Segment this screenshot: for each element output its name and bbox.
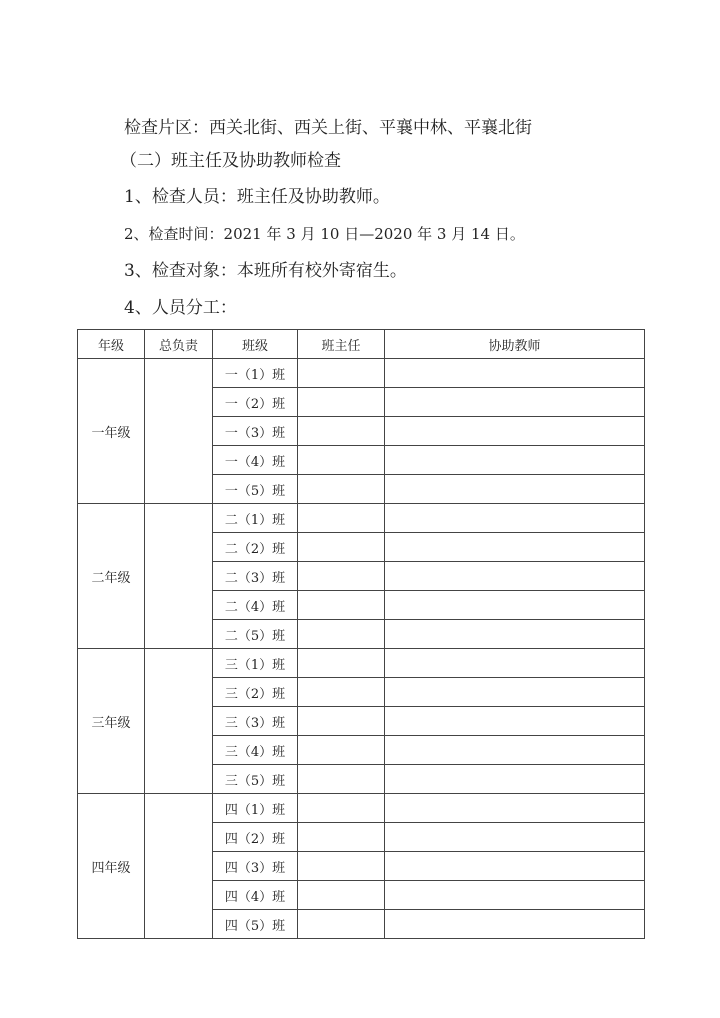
class-cell: 四（3）班	[213, 852, 298, 881]
table-header-row	[78, 330, 645, 359]
assistant-teacher-cell	[385, 765, 645, 794]
head-teacher-cell	[298, 823, 385, 852]
class-cell: 二（4）班	[213, 591, 298, 620]
inspectors-line: 1、检查人员：班主任及协助教师。	[124, 187, 390, 207]
class-cell: 三（2）班	[213, 678, 298, 707]
table-row	[78, 794, 645, 823]
head-teacher-cell	[298, 562, 385, 591]
table-row	[78, 649, 645, 678]
assistant-teacher-cell	[385, 678, 645, 707]
header-overall-lead: 总负责	[145, 330, 213, 359]
class-cell: 四（2）班	[213, 823, 298, 852]
assistant-teacher-cell	[385, 533, 645, 562]
class-cell: 二（1）班	[213, 504, 298, 533]
head-teacher-cell	[298, 707, 385, 736]
assistant-teacher-cell	[385, 620, 645, 649]
class-cell: 三（3）班	[213, 707, 298, 736]
class-cell: 一（1）班	[213, 359, 298, 388]
grade-cell: 二年级	[78, 504, 145, 649]
class-cell: 一（3）班	[213, 417, 298, 446]
inspection-target-line: 3、检查对象：本班所有校外寄宿生。	[124, 261, 407, 281]
head-teacher-cell	[298, 417, 385, 446]
head-teacher-cell	[298, 620, 385, 649]
assistant-teacher-cell	[385, 852, 645, 881]
table-row	[78, 359, 645, 388]
head-teacher-cell	[298, 794, 385, 823]
section-title: （二）班主任及协助教师检查	[120, 151, 341, 171]
overall-lead-cell	[145, 794, 213, 939]
assistant-teacher-cell	[385, 881, 645, 910]
head-teacher-cell	[298, 881, 385, 910]
class-cell: 四（4）班	[213, 881, 298, 910]
assistant-teacher-cell	[385, 794, 645, 823]
grade-cell: 四年级	[78, 794, 145, 939]
inspection-time-line: 2、检查时间：2021 年 3 月 10 日—2020 年 3 月 14 日。	[124, 225, 525, 243]
header-assistant-teacher: 协助教师	[385, 330, 645, 359]
assistant-teacher-cell	[385, 649, 645, 678]
staff-assignment-table	[77, 329, 645, 939]
class-cell: 二（2）班	[213, 533, 298, 562]
head-teacher-cell	[298, 359, 385, 388]
grade-cell: 三年级	[78, 649, 145, 794]
assistant-teacher-cell	[385, 823, 645, 852]
class-cell: 二（3）班	[213, 562, 298, 591]
head-teacher-cell	[298, 504, 385, 533]
head-teacher-cell	[298, 446, 385, 475]
table-body	[78, 359, 645, 939]
assistant-teacher-cell	[385, 388, 645, 417]
table-row	[78, 504, 645, 533]
assistant-teacher-cell	[385, 562, 645, 591]
head-teacher-cell	[298, 852, 385, 881]
assistant-teacher-cell	[385, 736, 645, 765]
head-teacher-cell	[298, 649, 385, 678]
class-cell: 四（1）班	[213, 794, 298, 823]
header-grade: 年级	[78, 330, 145, 359]
assistant-teacher-cell	[385, 359, 645, 388]
head-teacher-cell	[298, 910, 385, 939]
class-cell: 一（4）班	[213, 446, 298, 475]
overall-lead-cell	[145, 359, 213, 504]
head-teacher-cell	[298, 591, 385, 620]
staff-division-line: 4、人员分工：	[124, 298, 237, 318]
header-class: 班级	[213, 330, 298, 359]
head-teacher-cell	[298, 736, 385, 765]
class-cell: 三（1）班	[213, 649, 298, 678]
inspection-area-line: 检查片区：西关北街、西关上街、平襄中林、平襄北街	[124, 118, 532, 138]
assistant-teacher-cell	[385, 446, 645, 475]
class-cell: 三（5）班	[213, 765, 298, 794]
head-teacher-cell	[298, 533, 385, 562]
header-head-teacher: 班主任	[298, 330, 385, 359]
assistant-teacher-cell	[385, 910, 645, 939]
head-teacher-cell	[298, 475, 385, 504]
class-cell: 一（2）班	[213, 388, 298, 417]
assistant-teacher-cell	[385, 707, 645, 736]
overall-lead-cell	[145, 649, 213, 794]
assistant-teacher-cell	[385, 417, 645, 446]
class-cell: 三（4）班	[213, 736, 298, 765]
assistant-teacher-cell	[385, 504, 645, 533]
class-cell: 一（5）班	[213, 475, 298, 504]
head-teacher-cell	[298, 765, 385, 794]
assistant-teacher-cell	[385, 475, 645, 504]
head-teacher-cell	[298, 678, 385, 707]
grade-cell: 一年级	[78, 359, 145, 504]
assistant-teacher-cell	[385, 591, 645, 620]
overall-lead-cell	[145, 504, 213, 649]
class-cell: 二（5）班	[213, 620, 298, 649]
head-teacher-cell	[298, 388, 385, 417]
class-cell: 四（5）班	[213, 910, 298, 939]
